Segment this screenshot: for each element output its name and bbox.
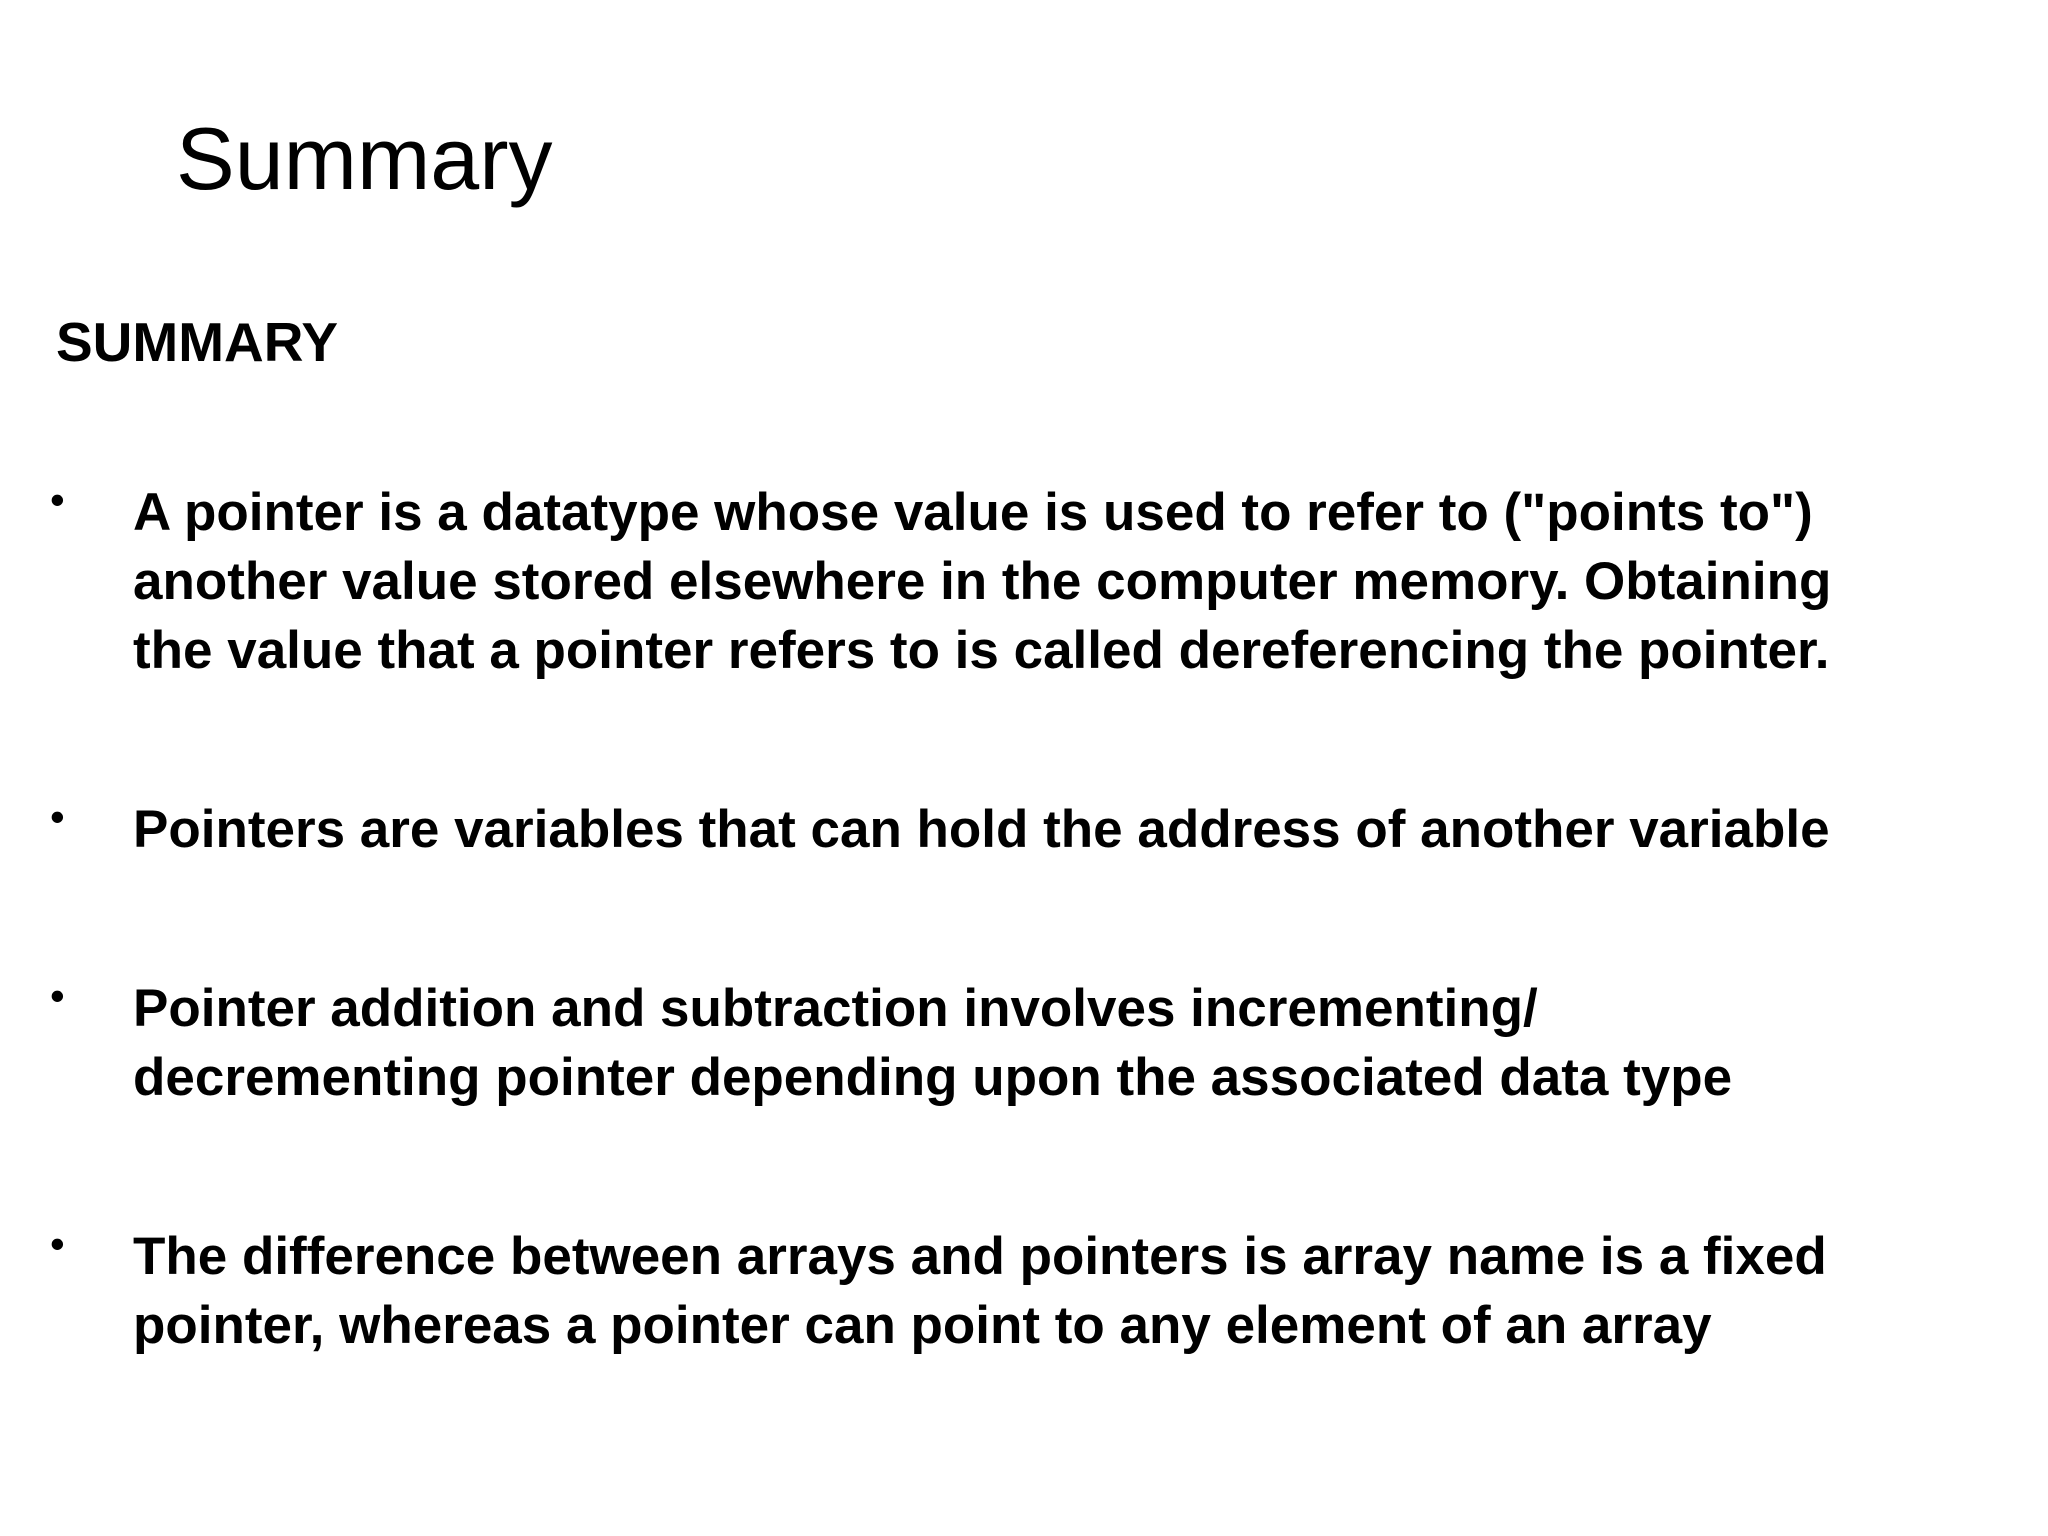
bullet-dot-icon: • — [50, 476, 65, 523]
bullet-line: decrementing pointer depending upon the associated data type — [133, 1048, 1733, 1107]
bullet-line: pointer, whereas a pointer can point to any element of an array — [133, 1296, 1712, 1355]
bullet-text — [133, 795, 2010, 864]
bullet-dot-icon: • — [50, 1220, 65, 1267]
bullet-text — [133, 974, 2010, 1112]
bullet-text — [133, 478, 2010, 685]
section-heading: SUMMARY — [56, 311, 339, 373]
bullet-item — [50, 478, 2010, 685]
bullet-line: Pointer addition and subtraction involves incrementing/ — [133, 979, 1538, 1038]
bullet-dot-icon: • — [50, 793, 65, 840]
bullet-line: Pointers are variables that can hold the address of another variable — [133, 800, 1830, 859]
bullet-line: another value stored elsewhere in the computer memory. Obtaining — [133, 552, 1832, 611]
bullet-line: The difference between arrays and pointers is array name is a fixed — [133, 1227, 1827, 1286]
bullet-line: A pointer is a datatype whose value is used to refer to ("points to") — [133, 483, 1813, 542]
bullet-line: the value that a pointer refers to is called dereferencing the pointer. — [133, 621, 1830, 680]
bullet-item — [50, 1222, 2010, 1360]
bullet-text — [133, 1222, 2010, 1360]
bullet-list — [50, 478, 2010, 1360]
bullet-item — [50, 974, 2010, 1112]
bullet-item — [50, 795, 2010, 864]
bullet-dot-icon: • — [50, 972, 65, 1019]
slide-title: Summary — [176, 109, 553, 208]
